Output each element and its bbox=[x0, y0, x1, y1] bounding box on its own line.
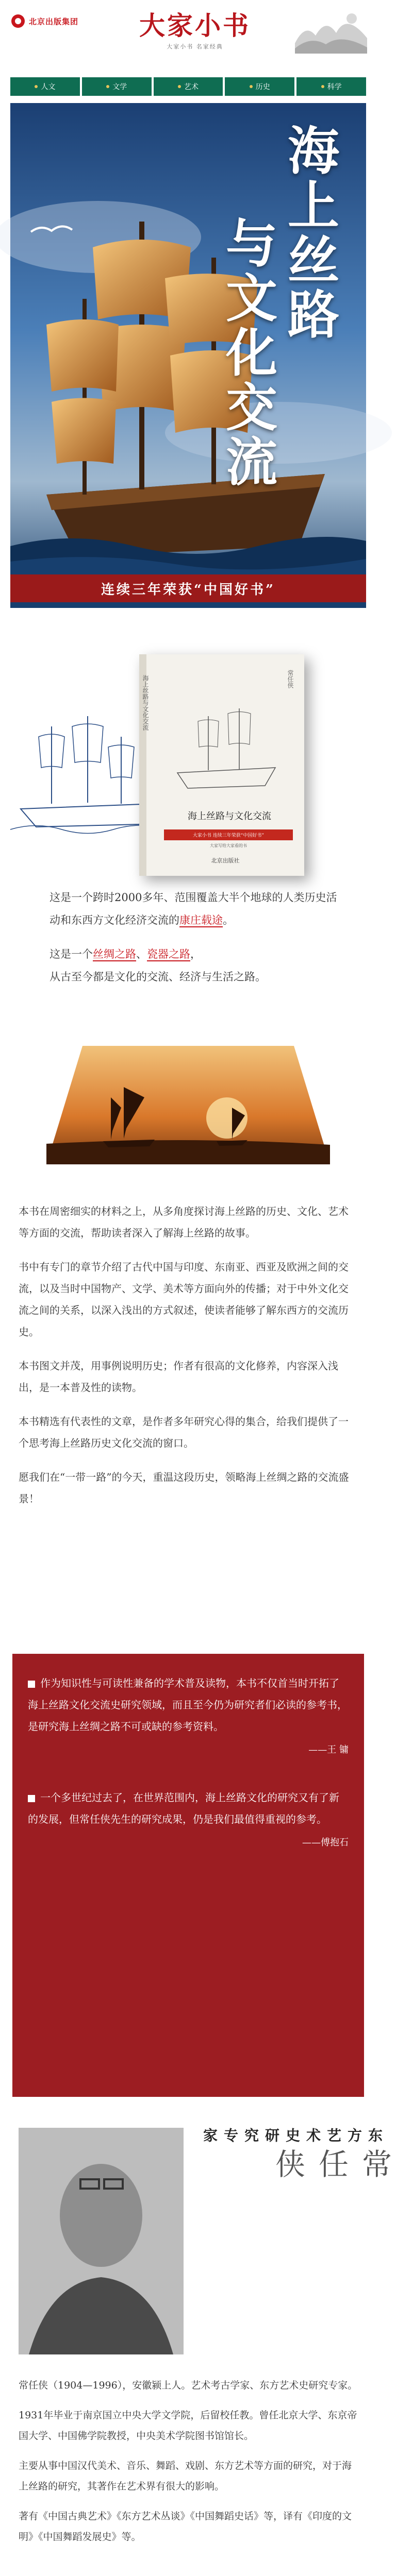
book-cover-title: 海上丝路与文化交流 bbox=[188, 811, 271, 822]
author-bio-paragraph: 1931年毕业于南京国立中央大学文学院，后留校任教。曾任北京大学、东京帝国大学、中国佛学院教授，中央美术学院图书馆馆长。 bbox=[19, 2410, 357, 2442]
intro-text-segment: 这是一个跨时2000多年、 bbox=[50, 891, 175, 904]
author-bio-paragraph: 主要从事中国汉代美术、音乐、舞蹈、戏剧、东方艺术等方面的研究，对于海上丝路的研究，其著作在艺术界有很大的影响。 bbox=[19, 2460, 352, 2492]
author-bio-paragraph: 著有《中国古典艺术》《东方艺术丛谈》《中国舞蹈史话》等，译有《印度的文明》《中国舞蹈发展史》等。 bbox=[19, 2511, 352, 2543]
book-award-badge: 大家小书 连续三年荣获“中国好书” bbox=[164, 829, 293, 840]
reviews-panel bbox=[12, 1654, 364, 2097]
book-cover-ship-icon bbox=[167, 701, 286, 793]
author-photo bbox=[19, 2128, 184, 2354]
series-title: 大家小书 bbox=[139, 10, 251, 41]
nav-label: 历史 bbox=[255, 83, 270, 91]
nav-label: 艺术 bbox=[184, 83, 199, 91]
nav-label: 科学 bbox=[327, 83, 342, 91]
nav-dot-icon bbox=[250, 85, 253, 88]
reviews-inner bbox=[28, 1672, 349, 2078]
series-subtitle: 大家小书 名家经典 bbox=[167, 43, 223, 50]
sunset-ships-image bbox=[0, 1025, 376, 1180]
description-paragraph: 愿我们在“一带一路”的今天，重温这段历史，领略海上丝绸之路的交流盛景！ bbox=[19, 1471, 349, 1505]
nav-label: 人文 bbox=[41, 83, 56, 91]
description-paragraph: 书中有专门的章节介绍了古代中国与印度、东南亚、西亚及欧洲之间的交流，以及当时中国物产、文学、美术等方面向外的传播；对于中外文化交流之间的关系，以深入浅出的方式叙述，使读者能够了解东西方的交流历史。 bbox=[19, 1261, 349, 1338]
author-title-vertical: 东方艺术史研究专家 bbox=[201, 2128, 383, 2145]
intro-paragraph-1 bbox=[50, 886, 338, 931]
description-paragraph: 本书在周密细实的材料之上，从多角度探讨海上丝路的历史、文化、艺术等方面的交流，帮助读者深入了解海上丝路的故事。 bbox=[19, 1205, 349, 1239]
description-paragraph: 本书精选有代表性的文章，是作者多年研究心得的集合，给我们提供了一个思考海上丝路历史文化交流的窗口。 bbox=[19, 1415, 349, 1449]
intro-text-segment: ， bbox=[190, 948, 201, 960]
description-paragraph: 本书图文并茂，用事例说明历史；作者有很高的文化修养，内容深入浅出，是一本普及性的读物。 bbox=[19, 1360, 338, 1394]
nav-dot-icon bbox=[106, 85, 109, 88]
nav-label: 文学 bbox=[112, 83, 127, 91]
intro-text-segment: 这是一个 bbox=[50, 948, 93, 960]
mountain-illustration-icon bbox=[295, 7, 367, 54]
nav-item-humanities[interactable] bbox=[10, 77, 80, 96]
author-portrait-illustration bbox=[19, 2128, 184, 2354]
book-showcase bbox=[0, 629, 376, 989]
intro-paragraph-2 bbox=[50, 943, 338, 988]
nav-item-art[interactable] bbox=[154, 77, 223, 96]
review-signature: ——傅抱石 bbox=[302, 1837, 349, 1848]
nav-dot-icon bbox=[321, 85, 324, 88]
review-text: 作为知识性与可读性兼备的学术普及读物，本书不仅首当时开拓了海上丝路文化交流史研究领域，而且至今仍为研究者们必读的参考书，是研究海上丝绸之路不可或缺的参考资料。 bbox=[28, 1677, 348, 1733]
publisher-logo[interactable] bbox=[11, 14, 78, 28]
publisher-name: 北京出版集团 bbox=[29, 16, 79, 26]
author-name-vertical: 常任侠 bbox=[270, 2148, 392, 2183]
book-author-vertical: 常任侠 bbox=[287, 670, 294, 688]
hero-title-line1: 海上丝路 bbox=[279, 124, 340, 342]
intro-text-segment: 范围覆盖大半个地球的人类历史活动和东西方文化经济交流的 bbox=[50, 891, 337, 926]
review-text: 一个多世纪过去了，在世界范围内，海上丝路文化的研究又有了新的发展，但常任侠先生的研究成果，仍是我们最值得重视的参考。 bbox=[28, 1791, 339, 1825]
review-signature: ——王 镛 bbox=[308, 1744, 349, 1755]
author-bio bbox=[19, 2375, 359, 2556]
book-badge-subtitle: 大家写给大家看的书 bbox=[210, 843, 247, 848]
bullet-square-icon bbox=[28, 1681, 35, 1688]
hero-title-line2: 与文化交流 bbox=[217, 216, 278, 489]
intro-highlight: 丝绸之路 bbox=[93, 948, 136, 960]
review-item bbox=[28, 1787, 349, 1854]
nav-dot-icon bbox=[35, 85, 38, 88]
book-cover[interactable] bbox=[139, 654, 304, 876]
nav-item-literature[interactable] bbox=[82, 77, 152, 96]
category-nav bbox=[10, 77, 366, 96]
intro-text-segment: 、 bbox=[136, 948, 147, 960]
nav-dot-icon bbox=[178, 85, 181, 88]
header bbox=[0, 0, 376, 62]
hero-banner bbox=[10, 103, 366, 608]
bullet-square-icon bbox=[28, 1795, 35, 1802]
book-description bbox=[19, 1200, 358, 1522]
sunset-ships-illustration bbox=[0, 1025, 376, 1180]
nav-item-history[interactable] bbox=[225, 77, 294, 96]
intro-text-segment: 从古至今都是文化的交流、经济与生活之路。 bbox=[50, 971, 266, 983]
intro-text-segment: 。 bbox=[223, 914, 234, 926]
intro-text bbox=[50, 886, 338, 999]
award-ribbon-text: 连续三年荣获“中国好书” bbox=[101, 582, 275, 598]
publisher-logo-icon bbox=[11, 14, 25, 28]
series-brand bbox=[139, 5, 251, 50]
award-ribbon bbox=[10, 574, 366, 602]
review-item bbox=[28, 1672, 349, 1761]
author-bio-paragraph: 常任侠（1904—1996），安徽颍上人。艺术考古学家、东方艺术史研究专家。 bbox=[19, 2380, 358, 2391]
book-publisher: 北京出版社 bbox=[211, 857, 240, 864]
book-spine-title: 海上丝路与文化交流 bbox=[142, 675, 149, 731]
intro-highlight: 康庄载途 bbox=[179, 914, 223, 926]
intro-highlight: 瓷器之路 bbox=[147, 948, 190, 960]
nav-item-science[interactable] bbox=[296, 77, 366, 96]
